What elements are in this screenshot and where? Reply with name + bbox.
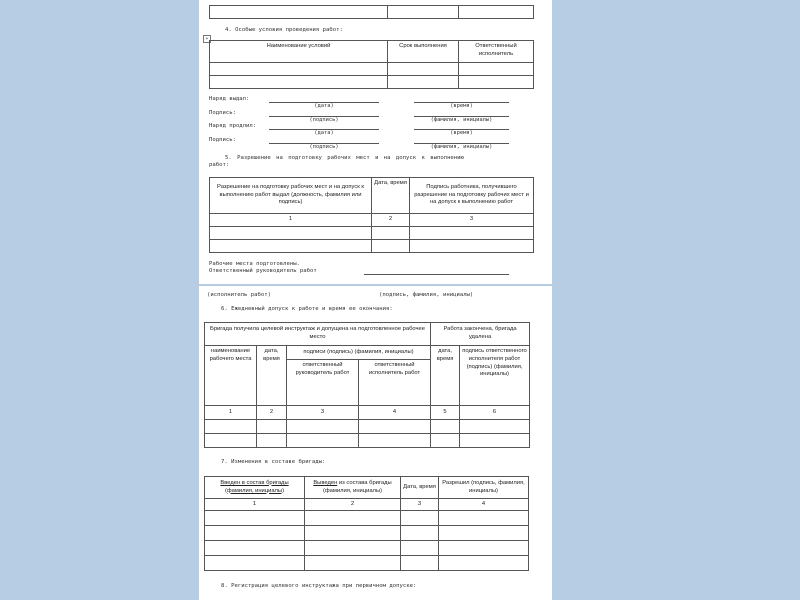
sec6-col-signatures: подписи (подпись) (фамилия, инициалы) — [287, 346, 431, 360]
document-page-2 — [199, 286, 552, 600]
sec6-col-number: 5 — [431, 406, 460, 420]
signature-label: Подпись: — [209, 110, 236, 116]
sec5-header-datetime: Дата, время — [372, 178, 410, 214]
sec7-col-number: 4 — [439, 499, 529, 511]
caption-date: (дата) — [314, 103, 334, 109]
sec6-col-number: 2 — [257, 406, 287, 420]
caption-name: (фамилия, инициалы) — [430, 117, 493, 123]
sec7-title: 7. Изменения в составе бригады: — [221, 459, 326, 465]
sec4-table — [209, 40, 534, 89]
sec7-col-number: 3 — [401, 499, 439, 511]
sec5-table — [209, 177, 534, 253]
sec6-col-number: 1 — [205, 406, 257, 420]
sec7-table — [204, 476, 529, 571]
sec5-title: 5. Разрешение на подготовку рабочих мест и на допуск к выполнению — [225, 155, 464, 161]
caption-date-2: (дата) — [314, 130, 334, 136]
sec6-col-sign-executor: подпись ответственного исполнителя работ (подпись) (фамилия, инициалы) — [460, 346, 530, 406]
sec5-header-permission: Разрешение на подготовку рабочих мест и на допуск к выполнению работ выдал (должность, фамилия или подпись) — [210, 178, 372, 214]
signature-label-2: Подпись: — [209, 137, 236, 143]
sec6-col-resp-executor: ответственный исполнитель работ — [359, 360, 431, 406]
sec4-title: 4. Особые условия проведения работ: — [225, 27, 343, 33]
extended-label: Наряд продлил: — [209, 123, 257, 129]
sec4-header-executor: Ответственный исполнитель — [459, 41, 534, 63]
sec5-title-cont: работ: — [209, 162, 230, 168]
sec6-col-place: наименование рабочего места — [205, 346, 257, 406]
sec6-col-resp-manager: ответственный руководитель работ — [287, 360, 359, 406]
sec4-header-deadline: Срок выполнения — [388, 41, 459, 63]
sec6-col-datetime: дата, время — [257, 346, 287, 406]
sec5-col-number: 1 — [210, 214, 372, 227]
table-move-handle-icon[interactable]: + — [203, 35, 211, 43]
sec6-group-finished: Работа закончена, бригада удалена — [431, 323, 530, 346]
sec7-header-added: Введен в состав бригады (фамилия, инициалы) — [205, 477, 305, 499]
document-page-1 — [199, 0, 552, 284]
sec6-group-briefed: Бригада получила целевой инструктаж и допущена на подготовленное рабочее место — [205, 323, 431, 346]
caption-time: (время) — [450, 103, 473, 109]
sec7-col-number: 2 — [305, 499, 401, 511]
sec8-title: 8. Регистрация целевого инструктажа при первичном допуске: — [221, 583, 417, 589]
prepared-line-2: Ответственный руководитель работ — [209, 268, 317, 274]
sec7-header-removed-word: Выведен — [313, 479, 338, 486]
prepared-line-1: Рабочие места подготовлены. — [209, 261, 300, 267]
sec6-col-number: 4 — [359, 406, 431, 420]
caption-signature: (подпись) — [309, 117, 339, 123]
sec3-table-tail — [209, 5, 534, 19]
sec5-col-number: 2 — [372, 214, 410, 227]
sec7-header-permitted: Разрешил (подпись, фамилия, инициалы) — [439, 477, 529, 499]
sec7-header-datetime: Дата, время — [401, 477, 439, 499]
caption-name-2: (фамилия, инициалы) — [430, 144, 493, 150]
issued-label: Наряд выдал: — [209, 96, 250, 102]
sec6-title: 6. Ежедневный допуск к работе и время ее окончания: — [221, 306, 393, 312]
executor-caption: (исполнитель работ) — [207, 292, 271, 298]
sec6-col-datetime-2: дата, время — [431, 346, 460, 406]
sec7-header-removed-rest: из состава бригады (фамилия, инициалы) — [322, 479, 392, 494]
caption-signature-2: (подпись) — [309, 144, 339, 150]
caption-time-2: (время) — [450, 130, 473, 136]
sec6-table — [204, 322, 530, 448]
sec6-col-number: 6 — [460, 406, 530, 420]
sec7-col-number: 1 — [205, 499, 305, 511]
signature-name-caption: (подпись, фамилия, инициалы) — [379, 292, 474, 298]
sec7-header-removed — [305, 477, 401, 499]
sec5-header-worker-signature: Подпись работника, получившего разрешение на подготовку рабочих мест и на допуск к выполнению работ — [410, 178, 534, 214]
sec6-col-number: 3 — [287, 406, 359, 420]
sec4-header-conditions: Наименование условий — [210, 41, 388, 63]
sec5-col-number: 3 — [410, 214, 534, 227]
